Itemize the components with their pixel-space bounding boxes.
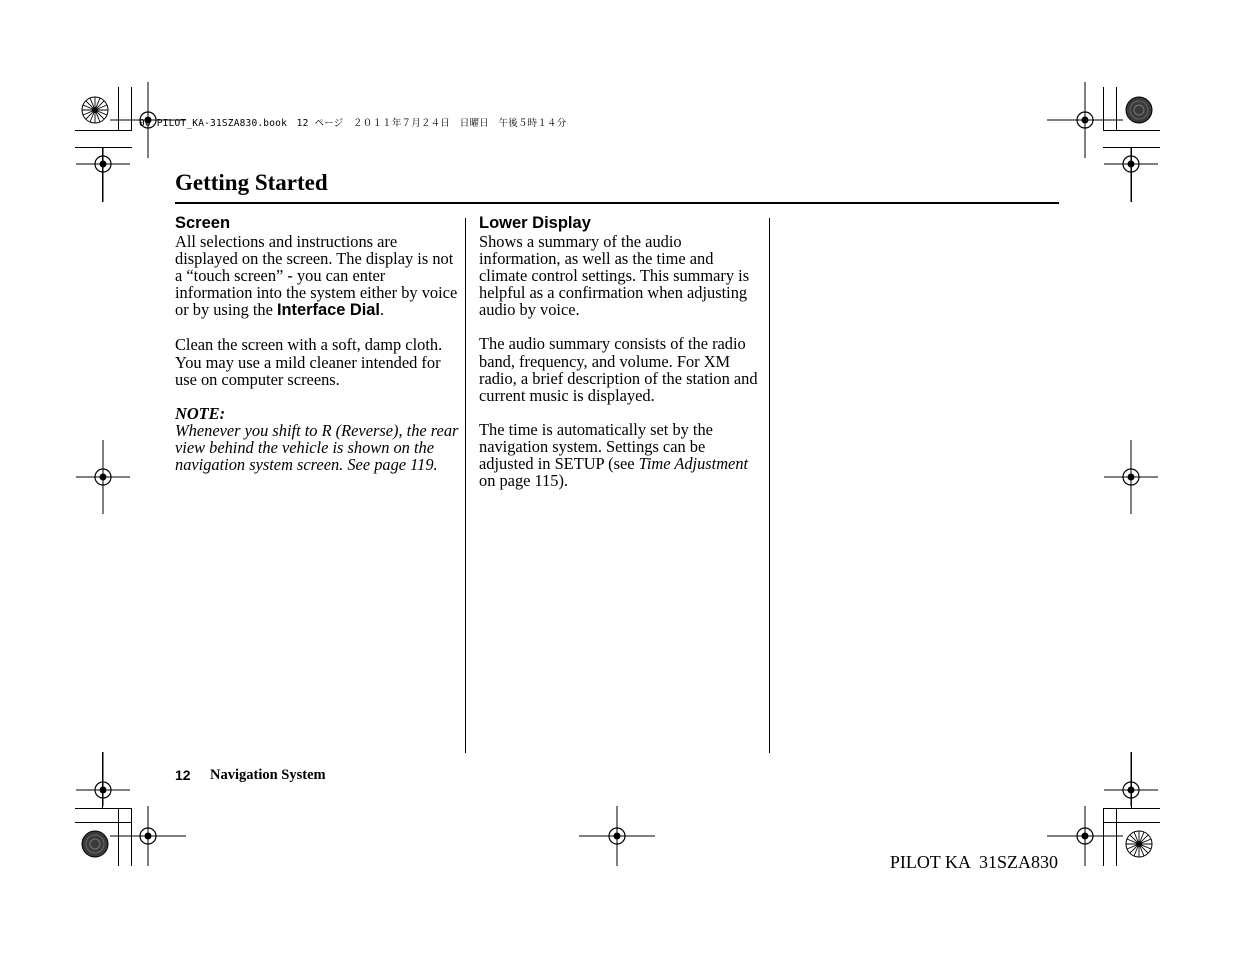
note-label: NOTE: [175, 403, 226, 423]
print-slug: 00 PILOT_KA-31SZA830.book 12 ページ ２０１１年７月２４日 日曜日 午後５時１４分 [139, 118, 567, 129]
column-divider [769, 218, 770, 753]
section-title: Getting Started [175, 170, 328, 195]
time-paragraph-end: on page 115). [479, 471, 569, 491]
screen-paragraph [175, 233, 460, 319]
document-code: PILOT KA 31SZA830 [889, 852, 1058, 872]
lower-display-paragraph: Shows a summary of the audio information, as well as the time and climate control settings. This summary is helpful as a confirmation when adjusting audio by voice. [479, 232, 750, 320]
middle-column [479, 214, 761, 506]
time-paragraph [479, 421, 761, 489]
left-column [175, 214, 460, 490]
book-name: Navigation System [210, 767, 326, 783]
lower-display-heading: Lower Display [479, 214, 591, 232]
note-text: Whenever you shift to R (Reverse), the rear view behind the vehicle is shown on the navigation system screen. See page 119. [175, 420, 459, 475]
column-divider [465, 218, 466, 753]
page-number: 12 [175, 767, 191, 783]
header-rule [175, 202, 1059, 204]
interface-dial-term: Interface Dial [276, 301, 380, 320]
note-block [175, 405, 460, 473]
time-paragraph-text: The time is automatically set by the navigation system. Settings can be adjusted in SETUP (see [479, 419, 713, 474]
cleaning-paragraph: Clean the screen with a soft, damp cloth. You may use a mild cleaner intended for use on computer screens. [175, 335, 443, 389]
screen-paragraph-text: All selections and instructions are displayed on the screen. The display is not a “touch screen” - you can enter information into the system either by voice or by using the [175, 232, 458, 320]
screen-paragraph-end: . [379, 300, 385, 320]
screen-heading: Screen [175, 214, 231, 232]
audio-summary-paragraph: The audio summary consists of the radio band, frequency, and volume. For XM radio, a brief description of the station and current music is displayed. [479, 334, 758, 405]
time-adjustment-reference: Time Adjustment [638, 454, 749, 474]
